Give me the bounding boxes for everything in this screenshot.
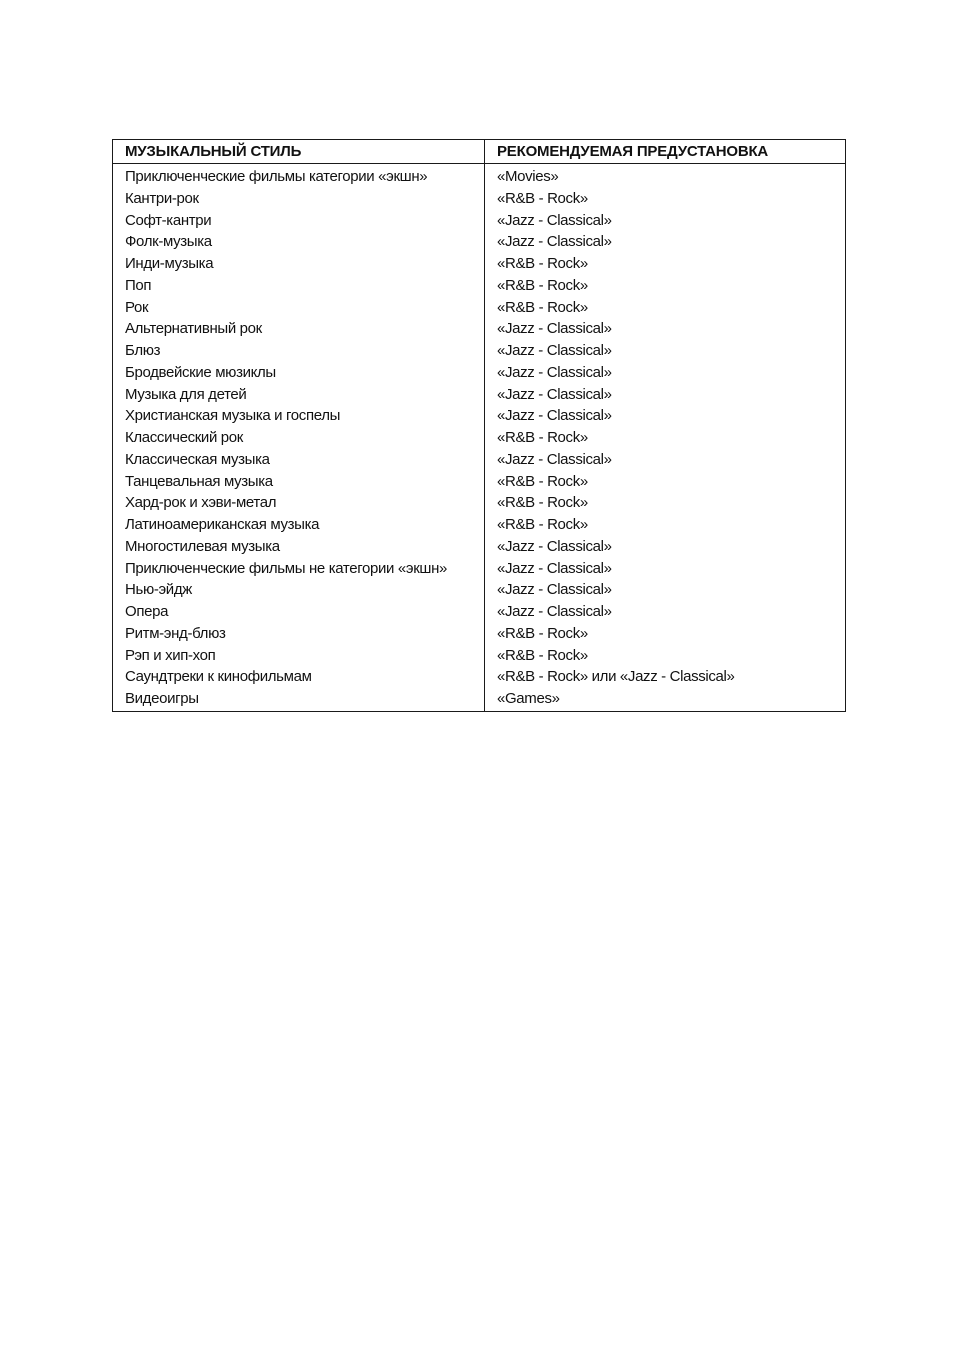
preset-cell: «Jazz - Classical» bbox=[485, 340, 846, 362]
preset-cell: «Jazz - Classical» bbox=[485, 210, 846, 232]
table-row bbox=[113, 297, 846, 319]
preset-cell: «R&B - Rock» bbox=[485, 471, 846, 493]
music-style-cell: Приключенческие фильмы категории «экшн» bbox=[125, 168, 428, 185]
preset-cell: «Jazz - Classical» bbox=[485, 579, 846, 601]
preset-cell: «R&B - Rock» bbox=[485, 188, 846, 210]
preset-cell: «R&B - Rock» bbox=[485, 297, 846, 319]
table-row bbox=[113, 253, 846, 275]
table-row bbox=[113, 601, 846, 623]
music-style-cell: Фолк-музыка bbox=[125, 233, 212, 251]
table-row bbox=[113, 210, 846, 232]
preset-cell: «Jazz - Classical» bbox=[485, 536, 846, 558]
table-row bbox=[113, 384, 846, 406]
table-row bbox=[113, 623, 846, 645]
music-style-cell: Христианская музыка и госпелы bbox=[125, 407, 341, 425]
music-style-cell: Классический рок bbox=[125, 429, 244, 446]
header-music-style: МУЗЫКАЛЬНЫЙ СТИЛЬ bbox=[113, 140, 485, 164]
preset-cell: «Jazz - Classical» bbox=[485, 231, 846, 253]
music-style-cell: Многостилевая музыка bbox=[125, 537, 280, 555]
preset-cell: «Games» bbox=[485, 688, 846, 711]
preset-cell: «Jazz - Classical» bbox=[485, 558, 846, 580]
table-row bbox=[113, 340, 846, 362]
table-row bbox=[113, 405, 846, 427]
table-row bbox=[113, 558, 846, 580]
table-row bbox=[113, 471, 846, 493]
preset-cell: «R&B - Rock» bbox=[485, 645, 846, 667]
table-row bbox=[113, 492, 846, 514]
table-row bbox=[113, 318, 846, 340]
preset-cell: «R&B - Rock» bbox=[485, 275, 846, 297]
preset-cell: «Jazz - Classical» bbox=[485, 318, 846, 340]
music-style-cell: Ритм-энд-блюз bbox=[125, 624, 226, 642]
music-style-cell: Саундтреки к кинофильмам bbox=[125, 668, 312, 686]
table-row bbox=[113, 688, 846, 711]
preset-cell: «Jazz - Classical» bbox=[485, 449, 846, 471]
table-row bbox=[113, 536, 846, 558]
header-row bbox=[113, 140, 846, 164]
music-style-cell: Музыка для детей bbox=[125, 385, 247, 403]
music-style-cell: Софт-кантри bbox=[125, 211, 212, 229]
table-row bbox=[113, 164, 846, 188]
table-row bbox=[113, 645, 846, 667]
table-row bbox=[113, 514, 846, 536]
table-row bbox=[113, 427, 846, 449]
table-body bbox=[113, 164, 846, 712]
music-style-cell: Рок bbox=[125, 298, 149, 316]
music-style-cell: Бродвейские мюзиклы bbox=[125, 363, 276, 381]
music-style-cell: Нью-эйдж bbox=[125, 581, 192, 599]
preset-cell: «Movies» bbox=[485, 164, 846, 188]
music-style-cell: Инди-музыка bbox=[125, 255, 214, 272]
preset-cell: «R&B - Rock» bbox=[485, 514, 846, 536]
music-style-cell: Поп bbox=[125, 276, 152, 294]
preset-cell: «R&B - Rock» bbox=[485, 623, 846, 645]
music-style-cell: Латиноамериканская музыка bbox=[125, 516, 320, 533]
preset-cell: «Jazz - Classical» bbox=[485, 384, 846, 406]
music-style-cell: Опера bbox=[125, 603, 169, 620]
music-style-cell: Альтернативный рок bbox=[125, 320, 262, 338]
preset-cell: «Jazz - Classical» bbox=[485, 405, 846, 427]
table-row bbox=[113, 449, 846, 471]
preset-cell: «Jazz - Classical» bbox=[485, 362, 846, 384]
music-style-cell: Рэп и хип-хоп bbox=[125, 646, 216, 664]
table-row bbox=[113, 231, 846, 253]
music-style-cell: Блюз bbox=[125, 342, 161, 359]
table-row bbox=[113, 188, 846, 210]
music-style-cell: Танцевальная музыка bbox=[125, 472, 273, 490]
table-row bbox=[113, 275, 846, 297]
table-row bbox=[113, 362, 846, 384]
music-style-preset-table bbox=[112, 139, 846, 712]
music-style-cell: Видеоигры bbox=[125, 690, 199, 707]
preset-cell: «R&B - Rock» или «Jazz - Classical» bbox=[485, 666, 846, 688]
table-row bbox=[113, 666, 846, 688]
music-style-cell: Приключенческие фильмы не категории «экшн» bbox=[125, 559, 448, 577]
header-recommended-preset: РЕКОМЕНДУЕМАЯ ПРЕДУСТАНОВКА bbox=[485, 140, 846, 164]
preset-cell: «R&B - Rock» bbox=[485, 253, 846, 275]
music-style-cell: Классическая музыка bbox=[125, 450, 270, 468]
preset-cell: «Jazz - Classical» bbox=[485, 601, 846, 623]
table-header bbox=[113, 140, 846, 164]
preset-cell: «R&B - Rock» bbox=[485, 492, 846, 514]
preset-cell: «R&B - Rock» bbox=[485, 427, 846, 449]
table-row bbox=[113, 579, 846, 601]
music-style-cell: Хард-рок и хэви-метал bbox=[125, 494, 277, 512]
music-style-cell: Кантри-рок bbox=[125, 189, 199, 207]
